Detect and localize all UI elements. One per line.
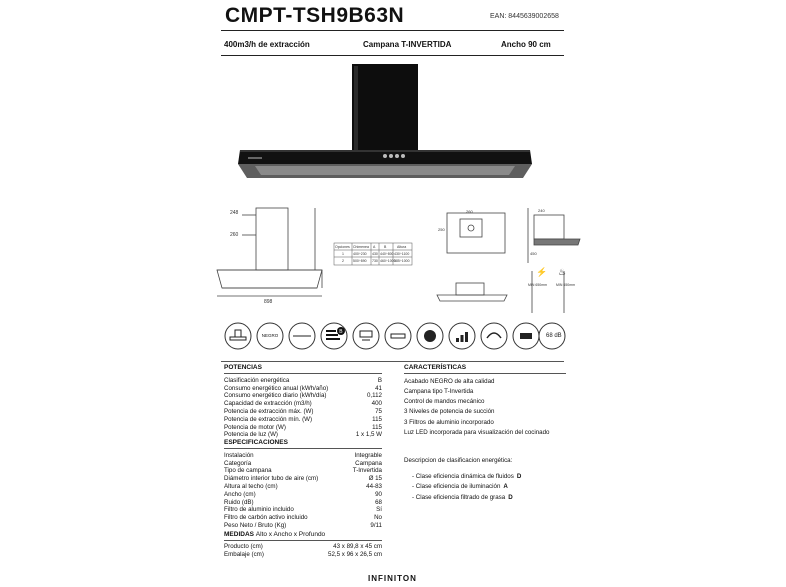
- characteristic-item: 3 Filtros de aluminio incorporado: [404, 418, 494, 426]
- spec-value: Ø 15: [368, 475, 382, 483]
- tsh-shape-icon: [224, 322, 252, 350]
- spec-row: [224, 385, 382, 393]
- front-label-260: 260: [230, 232, 239, 238]
- spec-label: Ancho (cm): [224, 490, 256, 498]
- energy-class-item: [412, 482, 566, 493]
- spec-label: Tipo de campana: [224, 467, 272, 475]
- spec-row: [224, 452, 382, 460]
- extraction-icon: [352, 322, 380, 350]
- spec-value: 90: [375, 490, 382, 498]
- side-label-240: 240: [538, 208, 545, 213]
- table-cell: 2: [342, 259, 344, 263]
- top-label-250: 250: [438, 227, 445, 232]
- medidas-heading: [224, 531, 382, 538]
- spec-row: [224, 460, 382, 468]
- width-icon: [288, 322, 316, 350]
- table-cell: 460÷1000: [380, 259, 396, 263]
- brand-logo: INFINITON: [368, 574, 417, 583]
- energy-class-grade: D: [516, 472, 522, 480]
- spec-row: [224, 551, 382, 559]
- potencias-section: [224, 364, 382, 439]
- spec-value: 75: [375, 407, 382, 415]
- potencias-rule: [224, 373, 382, 374]
- spec-row: [224, 467, 382, 475]
- potencias-title: POTENCIAS: [224, 364, 262, 371]
- color-label: NEGRO: [261, 333, 279, 338]
- spec-value: 115: [372, 415, 382, 423]
- spec-label: Producto (cm): [224, 542, 263, 550]
- spec-label: Instalación: [224, 451, 254, 459]
- spec-label: Ruido (dB): [224, 498, 254, 506]
- medidas-rule: [224, 540, 382, 541]
- energy-class-icon: [320, 322, 348, 350]
- spec-row: [224, 499, 382, 507]
- spec-label: Potencia de motor (W): [224, 423, 286, 431]
- spec-label: Categoría: [224, 459, 252, 467]
- energy-class-letter: B: [339, 329, 343, 335]
- energy-class-label: - Clase eficiencia filtrado de grasa: [412, 493, 506, 501]
- spec-value: 115: [372, 423, 382, 431]
- specs-divider: [221, 361, 564, 362]
- spec-value: No: [374, 514, 382, 522]
- table-cell: 430: [372, 252, 378, 256]
- installation-options-table: [333, 242, 413, 267]
- especificaciones-title: ESPECIFICACIONES: [224, 439, 288, 446]
- spec-row: [224, 416, 382, 424]
- spec-row: [224, 377, 382, 385]
- spec-row: [224, 522, 382, 530]
- table-cell: 400÷230: [353, 252, 367, 256]
- spec-value: Integrable: [354, 451, 382, 459]
- electric-hazard-icon: ⚡: [536, 267, 548, 277]
- especificaciones-section: [224, 439, 382, 530]
- characteristic-item: Control de mandos mecánico: [404, 398, 485, 406]
- spec-row: [224, 400, 382, 408]
- characteristic-item: Luz LED incorporada para visualización del cocinado: [404, 428, 550, 436]
- spec-value: 43 x 89,8 x 45 cm: [333, 542, 382, 550]
- speed-icon: [448, 322, 476, 350]
- spec-label: Filtro de aluminio incluido: [224, 506, 294, 514]
- table-cell: 500÷890: [353, 259, 367, 263]
- energy-class-item: [412, 493, 566, 504]
- front-dimension-drawing: [212, 200, 327, 305]
- feature-width: Ancho 90 cm: [501, 40, 551, 49]
- table-header-altura: Altura: [397, 245, 407, 249]
- spec-row: [224, 408, 382, 416]
- spec-value: 52,5 x 96 x 26,5 cm: [328, 550, 382, 558]
- min-label-electric: MIN 650mm: [528, 283, 548, 287]
- spec-label: Diámetro interior tubo de aire (cm): [224, 475, 319, 483]
- spec-label: Potencia de luz (W): [224, 431, 278, 439]
- product-model-title: CMPT-TSH9B63N: [225, 4, 405, 27]
- noise-icon: [538, 322, 566, 350]
- spec-row: [224, 543, 382, 551]
- filter-icon: [480, 322, 508, 350]
- table-header-a: A: [373, 245, 376, 249]
- front-label-898: 898: [264, 299, 273, 305]
- medidas-subtitle: Alto x Ancho x Profundo: [255, 531, 326, 538]
- spec-value: B: [377, 376, 382, 384]
- feature-extraction: 400m3/h de extracción: [224, 40, 310, 49]
- energy-class-grade: A: [503, 483, 508, 490]
- energy-class-grade: D: [508, 493, 513, 501]
- ean-code: EAN: 8445639002658: [490, 13, 559, 20]
- spec-value: 1 x 1,5 W: [355, 431, 382, 439]
- spec-label: Consumo energético diario (kWh/día): [224, 392, 327, 400]
- spec-row: [224, 483, 382, 491]
- noise-level: 68 dB: [546, 333, 562, 339]
- energy-class-item: [412, 472, 566, 483]
- spec-row: [224, 424, 382, 432]
- spec-row: [224, 514, 382, 522]
- caracteristicas-title: CARACTERÍSTICAS: [404, 364, 467, 371]
- led-icon: [512, 322, 540, 350]
- characteristic-item: Campana tipo T-Invertida: [404, 388, 474, 395]
- medidas-title: MEDIDAS: [224, 531, 254, 538]
- feature-icons-row: [220, 322, 565, 356]
- spec-label: Clasificación energética: [224, 376, 290, 384]
- spec-value: Sí: [376, 506, 382, 514]
- spec-label: Potencia de extracción mín. (W): [224, 415, 313, 423]
- spec-label: Potencia de extracción máx. (W): [224, 407, 314, 415]
- spec-label: Filtro de carbón activo incluido: [224, 514, 308, 522]
- spec-value: 41: [375, 384, 382, 392]
- min-label-gas: MIN 650mm: [556, 283, 576, 287]
- spec-label: Consumo energético anual (kWh/año): [224, 384, 329, 392]
- characteristic-item: Acabado NEGRO de alta calidad: [404, 377, 495, 385]
- spec-label: Peso Neto / Bruto (Kg): [224, 521, 287, 529]
- hood-product-image: [235, 64, 535, 189]
- medidas-section: [224, 531, 382, 558]
- spec-row: [224, 506, 382, 514]
- spec-value: 400: [371, 400, 382, 408]
- side-label-450: 450: [530, 251, 537, 256]
- caracteristicas-section: [404, 364, 566, 438]
- spec-value: T-Invertida: [352, 467, 382, 475]
- energy-description: [404, 456, 566, 503]
- table-cell: 440÷800: [380, 252, 394, 256]
- energy-class-label: - Clase eficiencia de iluminación: [412, 483, 501, 490]
- spec-row: [224, 431, 382, 439]
- spec-row: [224, 392, 382, 400]
- table-header-opciones: Opciones: [335, 245, 350, 249]
- gas-flame-icon: ♨: [558, 267, 567, 277]
- characteristic-item: 3 Niveles de potencia de succión: [404, 408, 495, 416]
- table-header-b: B: [384, 245, 387, 249]
- subheader-divider: [221, 55, 564, 56]
- especificaciones-rule: [224, 448, 382, 449]
- spec-value: 9/11: [370, 521, 382, 529]
- spec-label: Embalaje (cm): [224, 550, 264, 558]
- side-clearance-drawing: [522, 203, 584, 315]
- front-label-248: 248: [230, 210, 239, 216]
- feature-type: Campana T-INVERTIDA: [363, 40, 452, 49]
- table-header-chimenea: Chimenea: [353, 245, 369, 249]
- table-cell: 430÷1100: [394, 252, 410, 256]
- spec-value: 44-83: [366, 482, 382, 490]
- spec-value: Campana: [355, 459, 382, 467]
- spec-value: 68: [375, 498, 382, 506]
- table-cell: 1: [342, 252, 344, 256]
- fan-icon: [416, 322, 444, 350]
- energy-intro: Descripcion de clasificacion energética:: [404, 457, 513, 464]
- top-and-side-drawing: [432, 205, 512, 315]
- header-divider: [221, 30, 564, 31]
- caracteristicas-rule: [404, 373, 566, 374]
- control-icon: [384, 322, 412, 350]
- spec-row: [224, 491, 382, 499]
- table-cell: 730: [372, 259, 378, 263]
- table-cell: 585÷1000: [394, 259, 410, 263]
- spec-row: [224, 475, 382, 483]
- top-label-260: 260: [466, 209, 473, 214]
- spec-value: 0,112: [366, 392, 382, 400]
- spec-label: Altura al techo (cm): [224, 482, 278, 490]
- spec-label: Capacidad de extracción (m3/h): [224, 400, 312, 408]
- energy-class-label: - Clase eficiencia dinámica de fluidos: [412, 472, 514, 480]
